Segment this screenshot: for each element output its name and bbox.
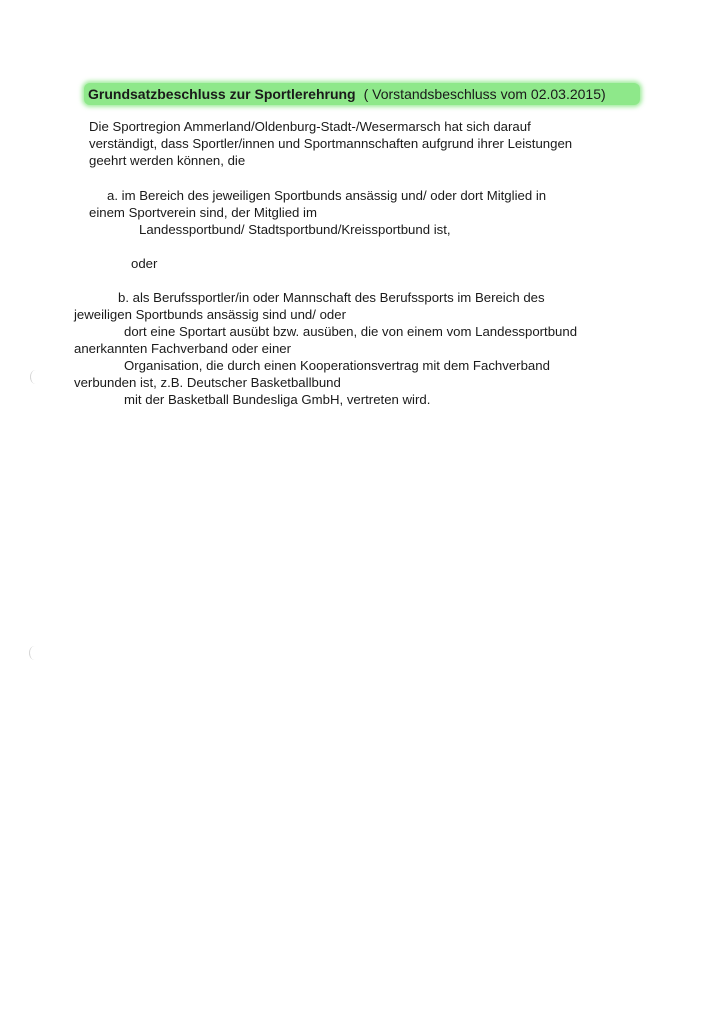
item-a-line: a. im Bereich des jeweiligen Sportbunds ansässig und/ oder dort Mitglied in: [107, 188, 547, 203]
item-a-line: Landessportbund/ Stadtsportbund/Kreissportbund ist,: [139, 222, 451, 237]
heading-title: Grundsatzbeschluss zur Sportlerehrung: [88, 86, 356, 102]
intro-line: geehrt werden können, die: [89, 153, 246, 168]
highlighted-heading: [84, 83, 640, 105]
item-b-line: anerkannten Fachverband oder einer: [74, 341, 292, 356]
intro-line: verständigt, dass Sportler/innen und Sportmannschaften aufgrund ihrer Leistungen: [89, 136, 573, 151]
connector-text: oder: [131, 256, 158, 271]
item-b-line: mit der Basketball Bundesliga GmbH, vertreten wird.: [124, 392, 431, 407]
item-b-line: dort eine Sportart ausübt bzw. ausüben, die von einem vom Landessportbund: [124, 324, 578, 339]
punch-hole-mark: [29, 646, 40, 660]
item-b-line: b. als Berufssportler/in oder Mannschaft des Berufssports im Bereich des: [118, 290, 545, 305]
list-item-a: [89, 187, 546, 238]
list-item-b: [74, 289, 577, 408]
item-b-line: Organisation, die durch einen Kooperationsvertrag mit dem Fachverband: [124, 358, 550, 373]
heading-subtitle: ( Vorstandsbeschluss vom 02.03.2015): [363, 86, 606, 102]
intro-paragraph: [89, 118, 572, 169]
intro-line: Die Sportregion Ammerland/Oldenburg-Stadt-/Wesermarsch hat sich darauf: [89, 119, 531, 134]
item-b-line: jeweiligen Sportbunds ansässig sind und/ oder: [74, 307, 346, 322]
item-b-line: verbunden ist, z.B. Deutscher Basketballbund: [74, 375, 341, 390]
item-a-line: einem Sportverein sind, der Mitglied im: [89, 205, 317, 220]
punch-hole-mark: [30, 370, 41, 384]
